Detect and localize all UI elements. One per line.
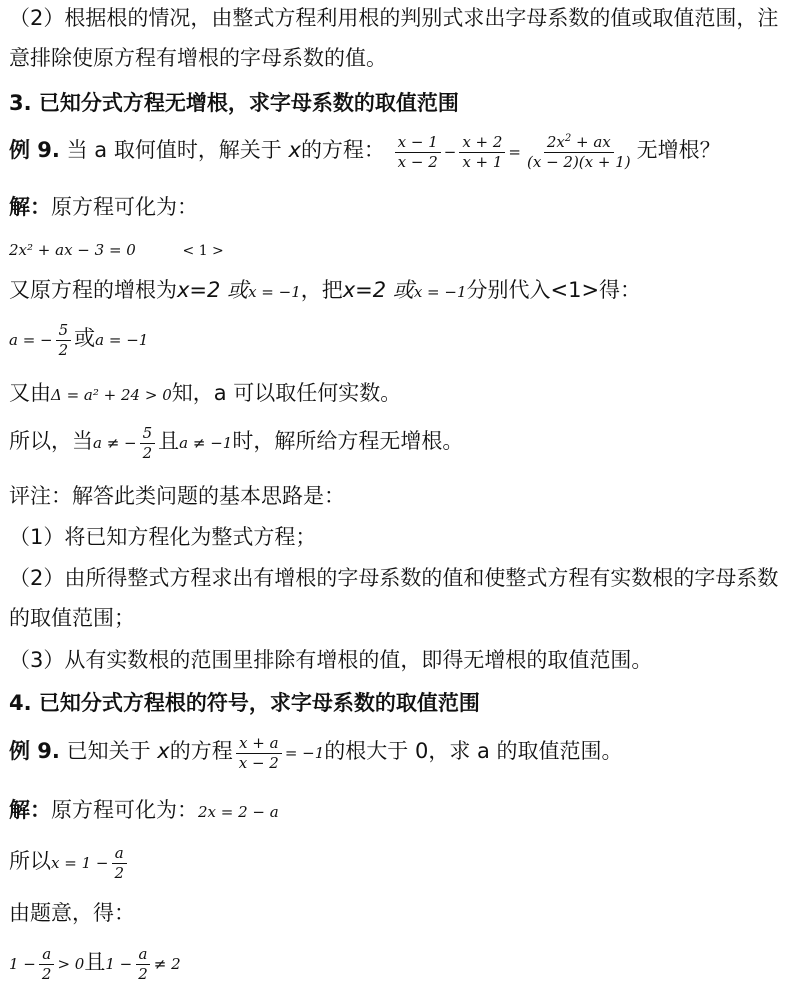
fraction-equation: $\frac{x + a}{x - 2}$ = −1 <box>233 744 325 762</box>
math-inline: 2x = 2 − a <box>198 803 279 821</box>
text: x=2 或 <box>342 278 414 302</box>
text: 知，a 可以取任何实数。 <box>171 381 402 405</box>
example-line <box>9 735 623 773</box>
equation-line <box>9 322 148 360</box>
section-heading: 3. 已知分式方程无增根，求字母系数的取值范围 <box>9 91 459 115</box>
math-inline: 1 − $\frac{a}{2}$ > 0 <box>9 945 85 984</box>
text: 无增根？ <box>636 137 721 162</box>
equation-tag: < 1 > <box>182 243 224 259</box>
text-line: 意排除使原方程有增根的字母系数的值。 <box>9 46 387 70</box>
text-line: （2）由所得整式方程求出有增根的字母系数的值和使整式方程有实数根的字母系数 <box>9 566 779 590</box>
text-line <box>9 275 641 307</box>
text-line: 评注：解答此类问题的基本思路是： <box>9 484 345 508</box>
math-inline: x = −1 <box>413 283 467 301</box>
equation: 2x² + ax − 3 = 0 <box>9 241 136 259</box>
text: 又原方程的增根为 <box>9 278 177 302</box>
text: 的方程 <box>169 738 233 763</box>
section-heading: 4. 已知分式方程根的符号，求字母系数的取值范围 <box>9 691 480 715</box>
text: 又由 <box>9 381 51 405</box>
math-inline: x = 1 − $\frac{a}{2}$ <box>51 854 130 872</box>
text: 分别代入<1>得： <box>466 278 642 302</box>
text-line <box>9 425 463 463</box>
text: 或 <box>74 325 96 350</box>
text-line: 的取值范围； <box>9 606 135 630</box>
example-label: 例 9. <box>9 738 60 763</box>
text: 且 <box>84 949 106 974</box>
example-label: 例 9. <box>9 137 60 162</box>
solution-label: 解： <box>9 798 51 822</box>
solution-line <box>9 795 279 827</box>
equation-line <box>9 233 224 266</box>
text-line: （1）将已知方程化为整式方程； <box>9 525 317 549</box>
text: 原方程可化为： <box>51 195 198 219</box>
math-inline: a = − $\frac{5}{2}$ <box>9 331 74 349</box>
math-inline: Δ = a² + 24 > 0 <box>51 386 172 404</box>
text-line: （3）从有实数根的范围里排除有增根的值，即得无增根的取值范围。 <box>9 648 653 672</box>
text: 当 a 取何值时，解关于 <box>66 137 282 162</box>
math-inline: a ≠ −1 <box>179 433 233 452</box>
text: x=2 或 <box>177 278 249 302</box>
text-line <box>9 845 130 883</box>
text: 所以，当 <box>9 428 93 453</box>
text: 时，解所给方程无增根。 <box>232 428 464 453</box>
math-inline: a = −1 <box>95 330 149 349</box>
text: 原方程可化为： <box>51 798 198 822</box>
text-line: 由题意，得： <box>9 901 135 925</box>
text: 所以 <box>9 848 51 873</box>
text: 的方程： <box>300 137 385 162</box>
text: 的根大于 0，求 a 的取值范围。 <box>324 738 623 763</box>
text-line <box>9 378 401 410</box>
math-inline: 1 − $\frac{a}{2}$ ≠ 2 <box>105 945 181 984</box>
example-line <box>9 134 721 172</box>
variable: x <box>288 137 301 162</box>
variable: x <box>157 738 170 763</box>
math-inline: a ≠ − $\frac{5}{2}$ <box>93 434 158 452</box>
fraction-equation: $\frac{x - 1}{x - 2}$ − $\frac{x + 2}{x + 1}$ = $\frac{2x^2 + ax}{(x - 2)(x + 1)}$ <box>392 143 637 161</box>
text: 且 <box>158 428 180 453</box>
text: 已知关于 <box>66 738 151 763</box>
solution-label: 解： <box>9 195 51 219</box>
equation-line <box>9 946 181 984</box>
text: ，把 <box>300 278 343 302</box>
solution-line <box>9 192 198 222</box>
math-inline: x = −1 <box>248 283 301 301</box>
text-line: （2）根据根的情况，由整式方程利用根的判别式求出字母系数的值或取值范围，注 <box>9 6 779 30</box>
